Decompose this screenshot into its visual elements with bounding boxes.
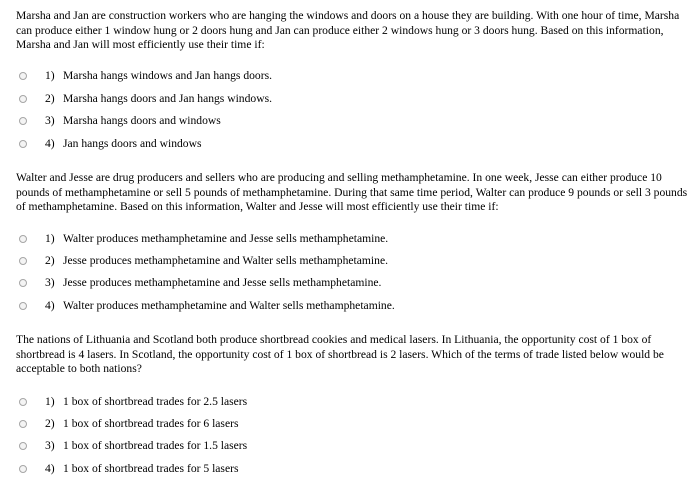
option-number: 3)	[45, 113, 55, 127]
option-number: 1)	[45, 68, 55, 82]
radio-button[interactable]	[19, 72, 27, 80]
option-label: Marsha hangs windows and Jan hangs doors.	[63, 68, 272, 82]
option-number: 2)	[45, 91, 55, 105]
option-number: 3)	[45, 275, 55, 289]
question-1-option-2[interactable]	[16, 90, 272, 108]
question-2-option-4[interactable]	[16, 297, 395, 315]
option-number: 1)	[45, 394, 55, 408]
option-number: 2)	[45, 253, 55, 267]
question-2-option-3[interactable]	[16, 274, 381, 292]
option-label: 1 box of shortbread trades for 6 lasers	[63, 416, 239, 430]
option-label: 1 box of shortbread trades for 2.5 lasers	[63, 394, 248, 408]
option-number: 4)	[45, 298, 55, 312]
radio-button[interactable]	[19, 117, 27, 125]
option-number: 3)	[45, 438, 55, 452]
radio-button[interactable]	[19, 302, 27, 310]
radio-button[interactable]	[19, 465, 27, 473]
option-label: Marsha hangs doors and Jan hangs windows.	[63, 91, 272, 105]
option-label: Marsha hangs doors and windows	[63, 113, 221, 127]
radio-button[interactable]	[19, 398, 27, 406]
question-2	[16, 171, 692, 312]
option-label: Jan hangs doors and windows	[63, 136, 202, 150]
option-label: Walter produces methamphetamine and Walter sells methamphetamine.	[63, 298, 395, 312]
option-number: 4)	[45, 461, 55, 475]
question-3-stem: The nations of Lithuania and Scotland both produce shortbread cookies and medical lasers. In Lithuania, the opportunity cost of 1 box of shortbread is 4 lasers. In Scotland, the opportunity cost of 1 box of shortbread is 2 lasers. Which of the terms of trade listed below would be acceptable to both nations?	[16, 333, 664, 376]
question-1-stem: Marsha and Jan are construction workers who are hanging the windows and doors on a house they are building. With one hour of time, Marsha can produce either 1 window hung or 2 doors hung and Jan can produce either 2 windows hung or 3 doors hung. Based on this information, Marsha and Jan will most efficiently use their time if:	[16, 9, 680, 52]
option-label: 1 box of shortbread trades for 5 lasers	[63, 461, 239, 475]
question-1-option-1[interactable]	[16, 67, 272, 85]
question-3-option-2[interactable]	[16, 415, 238, 433]
radio-button[interactable]	[19, 420, 27, 428]
question-1-option-4[interactable]	[16, 135, 201, 153]
option-label: Jesse produces methamphetamine and Jesse sells methamphetamine.	[63, 275, 382, 289]
option-label: Walter produces methamphetamine and Jesse sells methamphetamine.	[63, 231, 389, 245]
question-3-option-3[interactable]	[16, 437, 247, 455]
radio-button[interactable]	[19, 235, 27, 243]
option-label: 1 box of shortbread trades for 1.5 lasers	[63, 438, 248, 452]
question-2-option-2[interactable]	[16, 252, 388, 270]
question-1	[16, 9, 692, 150]
question-3-option-4[interactable]	[16, 460, 238, 478]
question-3	[16, 333, 692, 475]
radio-button[interactable]	[19, 257, 27, 265]
question-2-option-1[interactable]	[16, 230, 388, 248]
option-number: 4)	[45, 136, 55, 150]
option-label: Jesse produces methamphetamine and Walter sells methamphetamine.	[63, 253, 388, 267]
option-number: 1)	[45, 231, 55, 245]
radio-button[interactable]	[19, 442, 27, 450]
question-3-option-1[interactable]	[16, 393, 247, 411]
radio-button[interactable]	[19, 140, 27, 148]
question-2-stem: Walter and Jesse are drug producers and sellers who are producing and selling methamphetamine. In one week, Jesse can either produce 10 pounds of methamphetamine or sell 5 pounds of methamphetamine. During that same time period, Walter can produce 9 pounds or sell 3 pounds of methamphetamine. Based on this information, Walter and Jesse will most efficiently use their time if:	[16, 171, 688, 214]
option-number: 2)	[45, 416, 55, 430]
question-1-option-3[interactable]	[16, 112, 221, 130]
radio-button[interactable]	[19, 95, 27, 103]
radio-button[interactable]	[19, 279, 27, 287]
